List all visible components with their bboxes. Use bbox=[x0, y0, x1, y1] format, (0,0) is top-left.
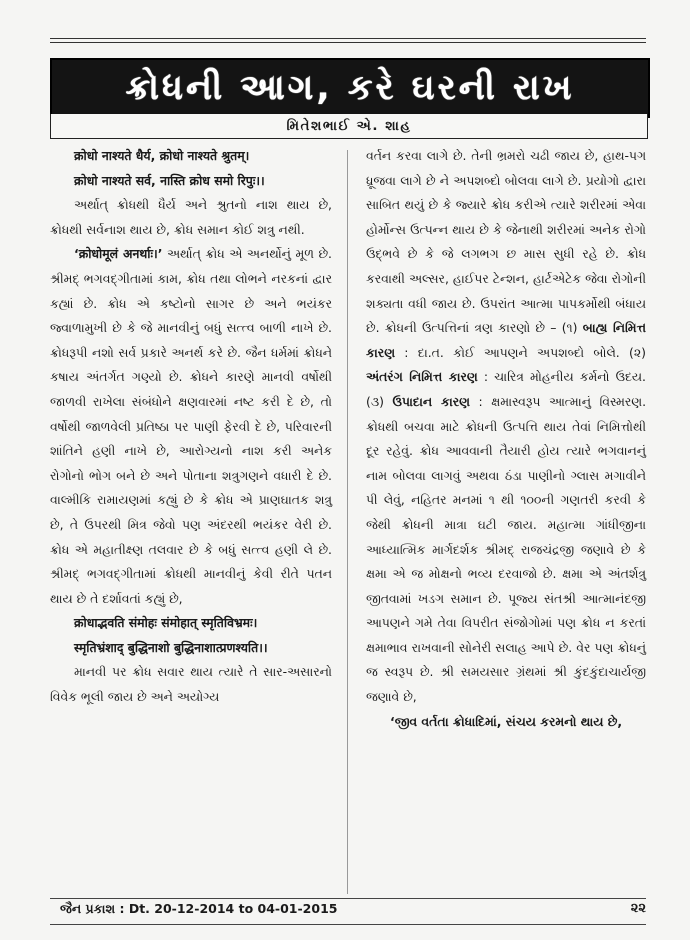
sanskrit-quote: ‘क्रोधोमूलं अनर्थाः।’ bbox=[74, 246, 163, 262]
paragraph-text: : ક્ષમાસ્વરૂપ આત્માનું વિસ્મરણ. ક્રોધથી બચવા માટે ક્રોધની ઉત્પત્તિ થાય તેવાં નિમિત્તોથી દૂર રહેવું. ક્રોધ આવવાની તૈયારી હોય ત્યારે ભગવાનનું નામ બોલવા લાગવું અથવા ઠંડા પાણીનો ગ્લાસ મગાવીને પી લેવું, નહિતર મનમાં ૧ થી ૧૦૦ની ગણતરી કરવી કે જેથી ક્રોધની માત્રા ઘટી જાય. મહાત્મા ગાંધીજીના આધ્યાત્મિક માર્ગદર્શક શ્રીમદ્ રાજચંદ્રજી જણાવે છે કે ક્ષમા એ જ મોક્ષનો ભવ્ય દરવાજો છે. ક્ષમા એ અંતર્શત્રુ જીતવામાં ખડગ સમાન છે. પૂજ્ય સંતશ્રી આત્માનંદજી આપણને ગમે તેવા વિપરીત સંજોગોમાં પણ ક્રોધ ન કરતાં ક્ષમાભાવ રાખવાની સોનેરી સલાહ આપે છે. વેર પણ ક્રોધનું જ સ્વરૂપ છે. શ્રી સમયસાર ગ્રંથમાં શ્રી કુંદકુંદાચાર્યજી જણાવે છે, bbox=[366, 393, 647, 705]
paragraph-text: : ચારિત્ર મોહનીય કર્મનો ઉદય. (૩) bbox=[366, 369, 647, 409]
paragraph-text: વર્તન કરવા લાગે છે. તેની ભ્રમરો ચઢી જાય છે, હાથ-પગ ધ્રૂજવા લાગે છે ને અપશબ્દો બોલવા લાગે છે. પ્રયોગો દ્વારા સાબિત થયું છે કે જ્યારે ક્રોધ કરીએ ત્યારે શરીરમાં એવા હોર્મોન્સ ઉત્પન્ન થાય છે કે જેનાથી શરીરમાં અનેક રોગો ઉદ્ભવે છે કે જે લગભગ છ માસ સુધી રહે છે. ક્રોધ કરવાથી અલ્સર, હાઈપર ટેન્શન, હાર્ટએટેક જેવા રોગોની શક્યતા વધી જાય છે. ઉપરાંત આત્મા પાપકર્મોથી બંધાય છે. ક્રોધની ઉત્પત્તિનાં ત્રણ કારણો છે – (૧) bbox=[366, 148, 646, 336]
author-name: મિતેશભાઈ એ. શાહ bbox=[286, 118, 412, 134]
verse-line: स्मृतिभ्रंशाद् बुद्धिनाशो बुद्धिनाशात्प्रणश्यति।। bbox=[74, 639, 268, 655]
cause-term: બાહ્ય નિમિત્ત કારણ bbox=[366, 320, 646, 360]
verse-line: क्रोधाद्भवति संमोहः संमोहात् स्मृतिविभ्रमः। bbox=[74, 615, 258, 631]
publication-info: જૈન પ્રકાશ : Dt. 20-12-2014 to 04-01-2015 bbox=[60, 901, 338, 916]
title-banner bbox=[50, 58, 650, 118]
top-rule bbox=[50, 38, 646, 43]
article-title: ક્રોધની આગ, કરે ઘરની રાખ bbox=[125, 68, 575, 108]
paragraph: માનવી પર ક્રોધ સવાર થાય ત્યારે તે સાર-અસારનો વિવેક ભૂલી જાય છે અને અયોગ્ય bbox=[50, 664, 332, 705]
footer-rule bbox=[50, 898, 646, 899]
left-column bbox=[50, 144, 332, 710]
author-bar bbox=[50, 114, 648, 139]
cause-term: ઉપાદાન કારણ bbox=[392, 393, 470, 409]
column-divider bbox=[347, 150, 348, 894]
right-column bbox=[366, 144, 646, 734]
verse-line: क्रोधो नाश्यते धैर्य, क्रोधो नाश्यते श्रुतम्। bbox=[74, 148, 250, 163]
paragraph bbox=[366, 144, 646, 710]
paragraph: અર્થાત્ ક્રોધથી ધૈર્ય અને શ્રુતનો નાશ થાય છે, ક્રોધથી સર્વનાશ થાય છે, ક્રોધ સમાન કોઈ શત્રુ નથી. bbox=[50, 197, 332, 237]
page-number: ૨૨ bbox=[630, 901, 646, 916]
closing-quote: ‘જીવ વર્તતા ક્રોધાદિમાં, સંચય કરમનો થાય છે, bbox=[390, 713, 623, 729]
cause-term: અંતરંગ નિમિત્ત કારણ bbox=[366, 369, 478, 385]
paragraph-text: : દા.ત. કોઈ આપણને અપશબ્દો બોલે. (૨) bbox=[395, 344, 646, 360]
paragraph-text: અર્થાત્ ક્રોધ એ અનર્થોનું મૂળ છે. શ્રીમદ્ ભગવદ્ગીતામાં કામ, ક્રોધ તથા લોભને નરકનાં દ્વાર કહ્યાં છે. ક્રોધ એ કષ્ટોનો સાગર છે અને ભયંકર જ્વાળામુખી છે કે જે માનવીનું બધું સત્ત્વ બાળી નાખે છે. ક્રોધરૂપી નશો સર્વ પ્રકારે અનર્થ કરે છે. જૈન ધર્મમાં ક્રોધને કષાય અંતર્ગત ગણ્યો છે. ક્રોધને કારણે માનવી વર્ષોથી જાળવી રાખેલા સંબંધોને ક્ષણવારમાં નષ્ટ કરી દે છે, તો વર્ષોથી જાળવેલી પ્રતિષ્ઠા પર પાણી ફેરવી દે છે, પરિવારની શાંતિને હણી નાખે છે, આરોગ્યનો નાશ કરી અનેક રોગોનો ભોગ બને છે અને પોતાના શત્રુગણને વધારી દે છે. વાલ્મીકિ રામાયણમાં કહ્યું છે કે ક્રોધ એ પ્રાણઘાતક શત્રુ છે, તે ઉપરથી મિત્ર જેવો પણ અંદરથી ભયંકર વેરી છે. ક્રોધ એ મહાતીક્ષ્ણ તલવાર છે કે બધું સત્ત્વ હણી લે છે. શ્રીમદ્ ભગવદ્ગીતામાં ક્રોધથી માનવીનું કેવી રીતે પતન થાય છે તે દર્શાવતાં કહ્યું છે, bbox=[50, 246, 332, 606]
footer-rule bbox=[50, 924, 646, 925]
verse-line: क्रोधो नाश्यते सर्व, नास्ति क्रोध समो रिपुः।। bbox=[74, 172, 265, 188]
paragraph bbox=[50, 242, 332, 611]
